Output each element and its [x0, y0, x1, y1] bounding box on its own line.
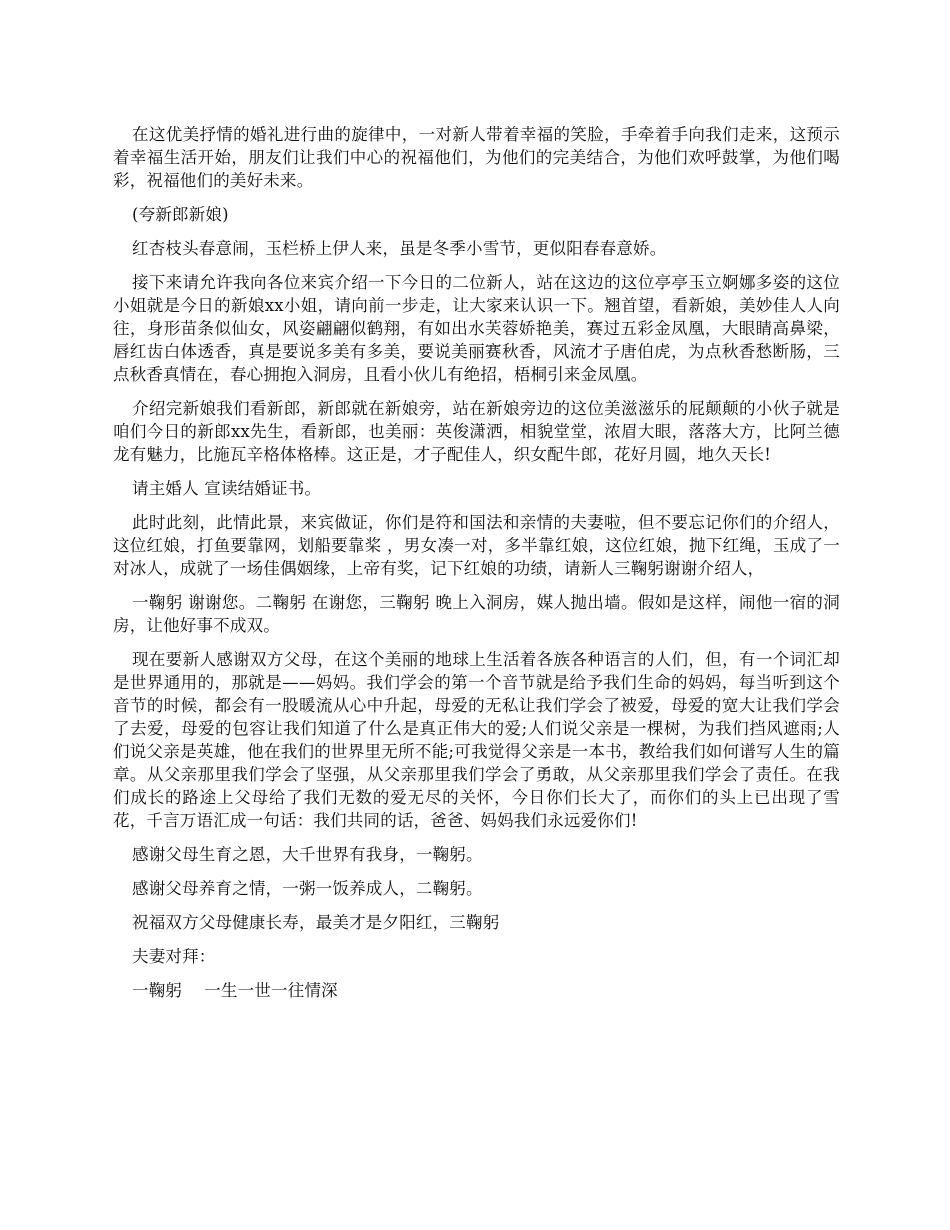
paragraph-7: 此时此刻，此情此景，来宾做证，你们是符和国法和亲情的夫妻啦，但不要忘记你们的介绍人，这位红娘，打鱼要靠网，划船要靠桨 ，男女凑一对，多半靠红娘，这位红娘，抛下红绳，玉成了一对冰人，成就了一场佳偶姻缘，上帝有奖，记下红娘的功绩，请新人三鞠躬谢谢介绍人，: [113, 513, 840, 578]
paragraph-2: (夸新郎新娘): [132, 205, 229, 224]
paragraph-10: 感谢父母生育之恩，大千世界有我身，一鞠躬。: [132, 845, 483, 864]
paragraph-4: 接下来请允许我向各位来宾介绍一下今日的二位新人，站在这边的这位亭亭玉立婀娜多姿的这位小姐就是今日的新娘xx小姐，请向前一步走，让大家来认识一下。翘首望，看新娘，美妙佳人人向往，身形苗条似仙女，风姿翩翩似鹤翔，有如出水芙蓉娇艳美，赛过五彩金凤凰，大眼睛高鼻梁，唇红齿白体透香，真是要说多美有多美，要说美丽赛秋香，风流才子唐伯虎，为点秋香愁断肠，三点秋香真情在，春心拥抱入洞房，且看小伙儿有绝招，梧桐引来金凤凰。: [113, 273, 840, 384]
document-body: [113, 123, 840, 1013]
paragraph-6: 请主婚人 宣读结婚证书。: [132, 479, 322, 498]
paragraph-9: 现在要新人感谢双方父母，在这个美丽的地球上生活着各族各种语言的人们，但，有一个词汇却是世界通用的，那就是——妈妈。我们学会的第一个音节就是给予我们生命的妈妈，每当听到这个音节的时候，都会有一股暖流从心中升起，母爱的无私让我们学会了被爱，母爱的宽大让我们学会了去爱，母爱的包容让我们知道了什么是真正伟大的爱;人们说父亲是一棵树，为我们挡风遮雨;人们说父亲是英雄，他在我们的世界里无所不能;可我觉得父亲是一本书，教给我们如何谱写人生的篇章。从父亲那里我们学会了坚强，从父亲那里我们学会了勇敢，从父亲那里我们学会了责任。在我们成长的路途上父母给了我们无数的爱无尽的关怀，今日你们长大了，而你们的头上已出现了雪花，千言万语汇成一句话：我们共同的话，爸爸、妈妈我们永远爱你们!: [113, 650, 840, 830]
paragraph-14: 一鞠躬 一生一世一往情深: [132, 981, 338, 1000]
paragraph-8: 一鞠躬 谢谢您。二鞠躬 在谢您，三鞠躬 晚上入洞房，媒人抛出墙。假如是这样，闹他一宿的洞房，让他好事不成双。: [113, 593, 840, 635]
paragraph-11: 感谢父母养育之情，一粥一饭养成人，二鞠躬。: [132, 879, 483, 898]
paragraph-5: 介绍完新娘我们看新郎，新郎就在新娘旁，站在新娘旁边的这位美滋滋乐的屁颠颠的小伙子就是咱们今日的新郎xx先生，看新郎，也美丽：英俊潇洒，相貌堂堂，浓眉大眼，落落大方，比阿兰德龙有魅力，比施瓦辛格体格棒。这正是，才子配佳人，织女配牛郎，花好月圆，地久天长!: [113, 399, 840, 464]
paragraph-13: 夫妻对拜：: [132, 947, 216, 966]
paragraph-3: 红杏枝头春意闹，玉栏桥上伊人来，虽是冬季小雪节，更似阳春春意娇。: [132, 239, 667, 258]
paragraph-1: 在这优美抒情的婚礼进行曲的旋律中，一对新人带着幸福的笑脸，手牵着手向我们走来，这预示着幸福生活开始，朋友们让我们中心的祝福他们，为他们的完美结合，为他们欢呼鼓掌，为他们喝彩，祝福他们的美好未来。: [113, 125, 840, 190]
paragraph-12: 祝福双方父母健康长寿，最美才是夕阳红，三鞠躬: [132, 913, 500, 932]
